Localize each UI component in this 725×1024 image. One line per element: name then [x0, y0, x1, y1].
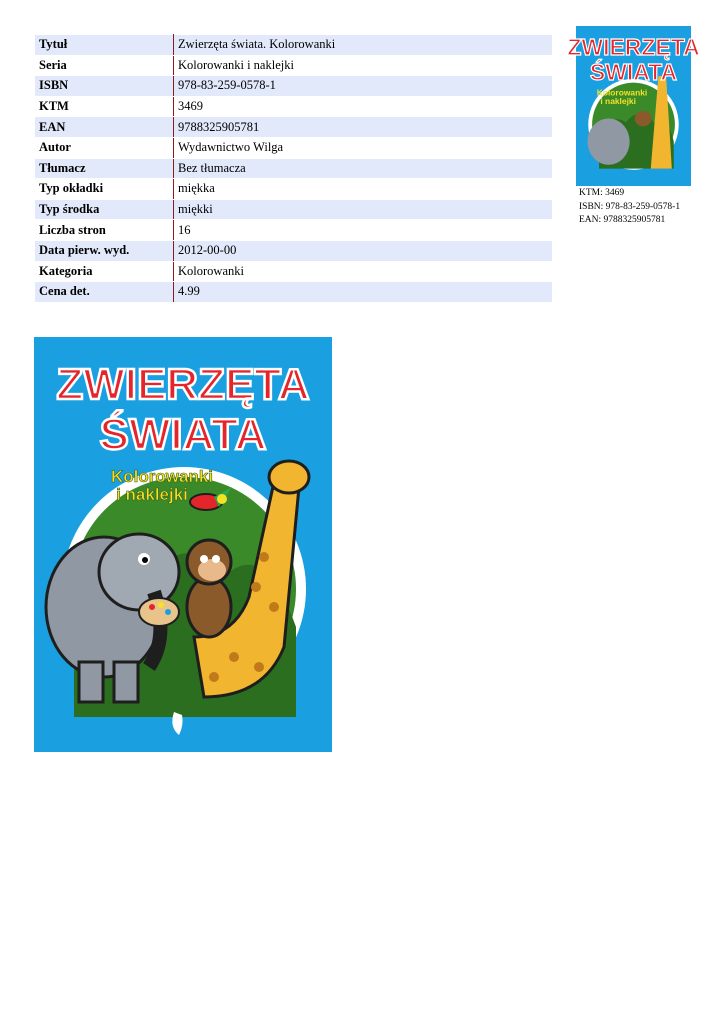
detail-row: [35, 261, 553, 282]
detail-label: Autor: [35, 137, 174, 158]
cover-subtitle-line1: Kolorowanki: [110, 467, 214, 486]
cover-title-line1: ZWIERZĘTA: [56, 360, 310, 409]
detail-label: Kategoria: [35, 261, 174, 282]
cover-image: [34, 337, 332, 752]
detail-row: [35, 282, 553, 303]
book-details-table: [34, 34, 553, 303]
detail-label: EAN: [35, 117, 174, 138]
detail-label: ISBN: [35, 76, 174, 97]
detail-label: Typ okładki: [35, 179, 174, 200]
monkey-illustration: [187, 540, 231, 637]
cover-subtitle-line2: i naklejki: [116, 485, 188, 504]
detail-row: [35, 96, 553, 117]
detail-row: [35, 179, 553, 200]
thumb-title-line2: ŚWIATA: [589, 58, 678, 85]
detail-label: Tłumacz: [35, 158, 174, 179]
detail-value: 4.99: [174, 282, 553, 303]
cover-title-line2: ŚWIATA: [99, 410, 267, 459]
thumb-subtitle-line2: i naklejki: [600, 95, 636, 106]
detail-value: 2012-00-00: [174, 240, 553, 261]
detail-label: Typ środka: [35, 199, 174, 220]
detail-label: Seria: [35, 55, 174, 76]
detail-value: Bez tłumacza: [174, 158, 553, 179]
thumb-title-line1: ZWIERZĘTA: [567, 33, 700, 60]
thumb-ean: EAN: 9788325905781: [579, 215, 666, 225]
detail-row: [35, 220, 553, 241]
detail-value: miękki: [174, 199, 553, 220]
detail-value: Kolorowanki i naklejki: [174, 55, 553, 76]
detail-value: Wydawnictwo Wilga: [174, 137, 553, 158]
detail-row: [35, 117, 553, 138]
detail-row: [35, 137, 553, 158]
thumbnail-meta: [579, 187, 680, 228]
detail-row: [35, 55, 553, 76]
thumb-ktm: KTM: 3469: [579, 188, 625, 198]
detail-label: Liczba stron: [35, 220, 174, 241]
detail-value: 9788325905781: [174, 117, 553, 138]
detail-row: [35, 35, 553, 56]
detail-value: miękka: [174, 179, 553, 200]
detail-label: Tytuł: [35, 35, 174, 56]
detail-row: [35, 240, 553, 261]
detail-row: [35, 199, 553, 220]
thumb-isbn: ISBN: 978-83-259-0578-1: [579, 201, 681, 212]
detail-label: Data pierw. wyd.: [35, 240, 174, 261]
detail-value: Zwierzęta świata. Kolorowanki: [174, 35, 553, 56]
detail-label: KTM: [35, 96, 174, 117]
detail-value: 978-83-259-0578-1: [174, 76, 553, 97]
detail-value: 3469: [174, 96, 553, 117]
cover-thumbnail[interactable]: [567, 26, 700, 186]
detail-label: Cena det.: [35, 282, 174, 303]
thumb-subtitle-line1: Kolorowanki: [596, 87, 648, 98]
detail-value: 16: [174, 220, 553, 241]
detail-row: [35, 76, 553, 97]
detail-value: Kolorowanki: [174, 261, 553, 282]
detail-row: [35, 158, 553, 179]
